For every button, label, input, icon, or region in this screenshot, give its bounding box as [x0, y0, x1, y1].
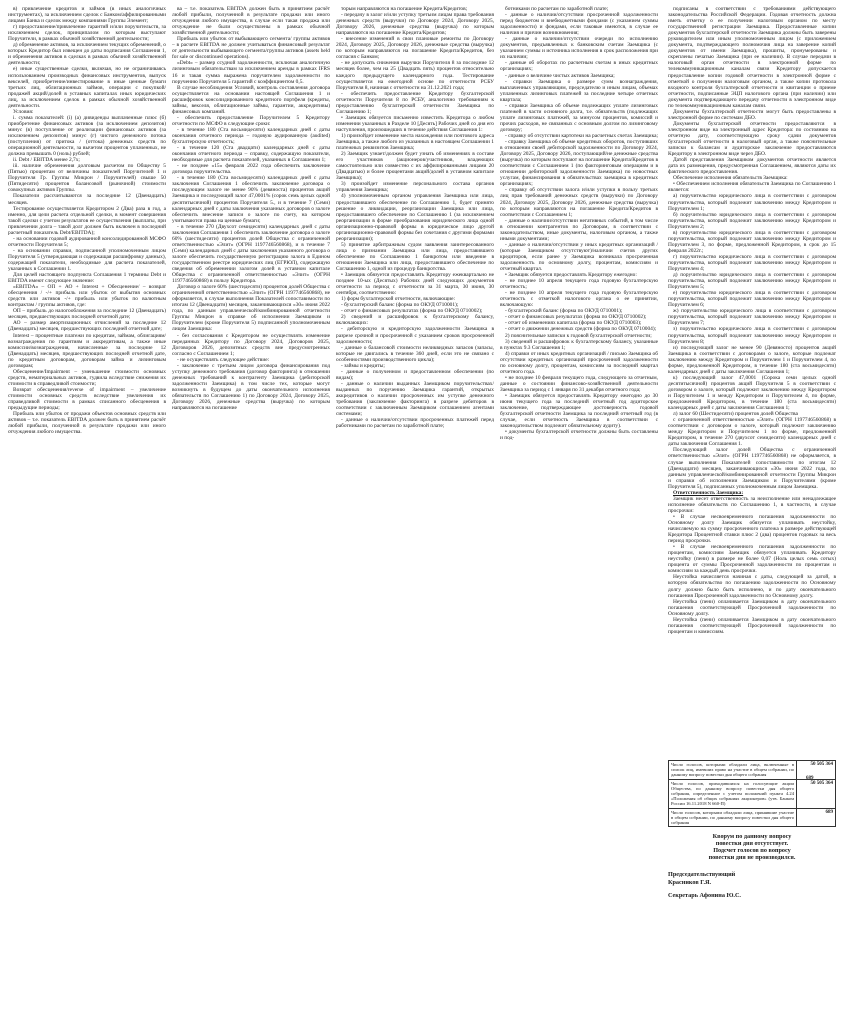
paragraph: г) предоставление/привлечение гарантий и/или поручительств, за исключением сделок, принципалом по которым выступают Поручители, в рамках обычной хозяйственной деятельности; [8, 24, 166, 43]
result-line: повестки дня не производился. [708, 854, 796, 862]
paragraph: 1) произойдет изменение места нахождения или почтового адреса Заемщика, а также любого из указанных в настоящем Соглашении 1 платежных реквизитов Заемщика; [336, 132, 494, 152]
paragraph: ботниками по расчетам по заработной плате; [505, 6, 609, 12]
text-column-5 [668, 6, 836, 1018]
paragraph: «EBITDA» – ОП + АО + Interest + Обесценение/ – возврат обесценения / -/+ прибыль или убыток от выбытия основных средств или активов -/+ прибыль или убыток по валютным контрактам / группы активов, где: [8, 284, 166, 309]
paragraph: - отчет о движении денежных средств (форма по ОКУД 0710004); [505, 326, 657, 333]
paragraph: к) последующий залог 47,0001 (Сорока семи целых одной десятитысячной) процентов акций Поручителя 5 в соответствии с договором о залоге, который подлежит заключению между Кредитором и Поручителем 1 и между Кредитором и Поручителем 4, по форме, предложенной Кредитором, в течение 180 (ста восьмидесяти) календарных дней с даты заключения Соглашения 1; [668, 374, 836, 412]
paragraph: Неустойка (пени) оплачивается Заемщиком в дату окончательного погашения соответствующей Просроченной задолженности по Основному долгу. [668, 598, 836, 617]
paragraph: - не допускать снижения выручки Поручителя 8 за последние 12 месяцев более, чем на 25 (Двадцать пять) процентов относительно каждого предыдущего календарного года. Тестирование осуществляется на ежегодной основе по отчетности РСБУ Поручителя 8, начиная с отчетности на 31.12.2021 года; [336, 60, 494, 91]
text-column-5-body [668, 6, 836, 754]
paragraph: - в течение 270 (Двухсот семидесяти) календарных дней с даты заключения Соглашения 1 обеспечить заключение договора о залоге 60% (шестидесяти) процентов долей Общества с ограниченной ответственностью «Элит» (ОГРН 1197746560868), и в течение 7 (Семи) календарных дней с даты заключения указанного договора о залоге обеспечить государственную регистрацию залога в Едином государственном реестре юридических лиц (ЕГРЮЛ), содержащую сведения об обременении залогом долей в уставном капитале Общества с ограниченной ответственностью «Элит» (ОГРН 1197746560868) в пользу Кредитора. [172, 223, 330, 285]
paragraph: - внесение изменений в свои плановые ремонты по Договору 2024, Договору 2025, Договору 2026, денежные средства (выручка) по которым направляются на погашение Кредита/Кредитов, без согласия с Банком; [336, 36, 494, 61]
paragraph: в) поручительство юридического лица в соответствии с договором поручительства, который подлежит заключению между Кредитором и Поручителем 3, по форме, предложенной Кредитором, в срок до 15 февраля 2022г.; [668, 229, 836, 254]
paragraph: е) поручительство юридического лица в соответствии с договором поручительства, который подлежит заключению между Кредитором и Поручителем 6; [668, 290, 836, 309]
paragraph: Датой представления Заемщиком документов отчетности является дата их размещения, предусмотренная Соглашением, являются даты их фактического предоставления. [668, 157, 836, 176]
paragraph: Прибыль или убыток от выбывающего сегмента/ группы активов – в расчете EBITDA не должен учитываться финансовый результат от деятельности выбывающего сегмента/группы активов (assets held for sale or discontinued operations). [172, 36, 330, 61]
paragraph: - отчет о финансовых результатах (форма по ОКУД 0710002); [505, 314, 647, 321]
paragraph: • не позднее 10 февраля текущего года, следующего за отчетным, данные о состоянии финансово-хозяйственной деятельности Заемщика за период с 1 января по 31 декабря отчетного года; [500, 374, 658, 393]
paragraph: - бухгалтерский баланс (форма по ОКУД 0710001); [341, 302, 459, 309]
paragraph: д) поручительство юридического лица в соответствии с договором поручительства, который подлежит заключению между Кредитором и Поручителем 5; [668, 272, 836, 291]
paragraph: Для целей настоящего подпункта Соглашения 1 термины Debt и EBITDA имеют следующее значение: [8, 272, 166, 285]
votes-label: Число голосов, которыми обладали лица, включенные в список лиц, имевших право на участие в общем собрании, по данному вопросу повестки дня общего собрания [669, 761, 797, 780]
votes-label: Число голосов, которыми обладали лица, принявшие участие в общем собрании, по данному вопросу повестки дня общего собрания [669, 808, 797, 827]
paragraph: - справку об отсутствии картотеки на расчетных счетах Заемщика; [505, 132, 658, 139]
paragraph: - данные о наличии/отсутствии просроченных платежей перед работниками по расчетам по заработной плате; [336, 417, 494, 430]
table-row [669, 808, 836, 827]
paragraph: • В случае несвоевременного погашения задолженности по Основному долгу Заемщик обязуется уплачивать неустойку, начисляемую на сумму просроченного платежа в размере действующей Кредитора Процентной ставки плюс 2 (два) процентов годовых за весь период просрочки. [668, 513, 836, 545]
chair-name: Красников Г.Я. [668, 878, 712, 886]
paragraph: • документы бухгалтерской отчетности должны быть составлены и под- [500, 429, 658, 442]
paragraph: 2) Заемщик узнает/должен будет узнать об изменениях в составе его участников (акционеров/участников, владеющих самостоятельно или совместно с их аффилированными лицами 20 (Двадцатью) и более процентами акций/долей в уставном капитале Заемщика); [336, 151, 494, 182]
paragraph: • Заемщик обязуется письменно известить Кредитора о любом изменении указанных в Разделе 10 [Десять] Рабочих дней со дня его наступления, произошедших в течение действия Соглашения 1: [336, 114, 494, 133]
paragraph: Последующий залог долей Общества с ограниченной ответственностью «Элит» (ОГРН 1197746560868) не оформляется, в случае выполнения Показателей сопоставимости по итогам 12 (Двенадцати) месяцев, заканчивающихся «30» июня 2022 года, по данным управленческой/комбинированной отчетности Группы Микрон и справки об исполнении Заемщиком и Поручителями (кроме Поручителя 5), подписанных уполномоченным лицом Заемщика. [668, 447, 836, 490]
paragraph: - данные о наличии выданных Заемщиком поручительствах/выданных по поручению Заемщика гарантий, открытых аккредитивов о наличии просроченных им уступке денежного требования (заключение факторинга) в разрезе дебиторов в соответствии с заключенным Заемщиком соглашением агентами системами; [336, 380, 494, 418]
paragraph: - на основании справки, подписанной уполномоченным лицом Поручителя 5 (утверждающая и содержащая расшифровку данных), содержащей показатели, необходимые для расчета показателей, указанных в Соглашении 1. [8, 247, 166, 273]
chair-title: Председательствующий [668, 871, 736, 879]
paragraph: • Обеспечением исполнения обязательств Заемщика по Соглашению 1 является: [668, 181, 836, 194]
text-column-4 [500, 6, 658, 1018]
paragraph: г) поручительство юридического лица в соответствии с договором поручительства, который подлежит заключению между Кредитором и Поручителем 4; [668, 253, 836, 273]
paragraph: - в течение 180 (Ста восьмидесяти) календарных дней с даты заключения Соглашения 1 обеспечить заключение договора о последующем залоге не менее 90% (девяноста) процентов акций Заемщика и последующий залог 47,0001% (сорок семь целых одной десятитысячной) процентов Поручителя 5., и в течение 7 (Семи) календарных дней с даты заключения указанных договоров о залоге обеспечить внесение записи о залоге по счету, на котором учитываются права на ценные бумаги; [172, 175, 330, 224]
paragraph: 4) уполномоченным органом управления Заемщика или лица, предоставившего обеспечение по Соглашению 1, будет принято решение о ликвидации, реорганизации Заемщика или лица, предоставившего обеспечение по Соглашению 1 (за исключением реорганизации в форме преобразования юридического лица одной организационно-правовой формы в юридическое лицо другой организационно-правовой формы без сочетания с другими формами реорганизации); [336, 193, 494, 242]
paragraph: - дебиторскую и кредиторскую задолженности Заемщика в разрезе срочной и просроченной с указанием сроков просроченной задолженности; [336, 326, 494, 345]
paragraph: - справку об отсутствии залога и/или уступки в пользу третьих лиц прав требований денежных средств (выручки) по Договору 2024, Договору 2025, Договору 2026, денежные средства (выручка) по которым направляются на погашение Кредита/Кредитов в соответствии с Соглашением 1; [500, 187, 658, 218]
paragraph: - не позднее 10 апреля текущего года годовую бухгалтерскую отчетность; [500, 278, 658, 291]
quorum-result [668, 833, 836, 861]
paragraph: - отчет об изменениях капитала (форма по ОКУД 0710003); [505, 320, 642, 327]
paragraph: подписаны в соответствии с требованиями действующего законодательства Российской Федерации. Годовая отчетность должна иметь отметку о ее получении налоговым органом по месту государственной регистрации Заемщика. Предоставленные копии документов бухгалтерской отчетности Заемщика должны быть заверены руководителем или иным уполномоченным лицом (с приложением документа, подтверждающего полномочия лица на заверение копий документов от имени Заемщика), прошиты, пронумерованы и скреплены печатью Заемщика (при ее наличии). В случае передачи в налоговый орган отчетности в электронной форме по телекоммуникационным каналам связи Кредитору допускается предоставление копии годовой отчетности в электронной форме с отметкой о получении налоговым органом, а также копии протокола входного контроля бухгалтерской отчетности и квитанции о приеме отчетности, подписанные ЭЦП налогового органа (при наличии) или документа подтверждающего передачу отчетности в электронном виде по телекоммуникационным каналам связи. [668, 6, 836, 109]
paragraph: - в течение 180 (Ста восьмидесяти) календарных дней с даты окончания отчетного периода – годовую аудированную (audited) бухгалтерскую отчетность; [172, 126, 330, 146]
paragraph: «Debt» – размер ссудной задолженности, исключая аналогичную лизинговым обязательствам за исключением аренды в рамках IFRS 16 и такая сумма выражена поручителем задолженности по поручению Поручителя 5 гарантий с коэффициентом 0,5. [172, 60, 330, 85]
paragraph: Interest – процентные платежи по кредитам, займам, облигациям/вознаграждения по гарантиям и аккредитивам, а также иные комиссии/вознаграждения, начисленные за последние 12 (Двенадцать) месяцев, предшествующих последней отчетной дате, по кредитным договорам, договорам займа и лизинговым договорам; [8, 332, 166, 369]
paragraph: - данные о полученном и предоставленном обеспечении (по видам); [336, 368, 494, 381]
paragraph: В случае несоблюдения Условий, контроль составления договора осуществляется на основании настоящей Соглашения 1 и расшифровок консолидированного кредитного портфеля (кредиты, займы, векселя, облигационные займы, гарантии, аккредитивы) финансовых компаний. [172, 84, 330, 115]
secretary: Секретарь Афонина Ю.С. [668, 892, 741, 900]
page-number: 689 [806, 776, 814, 781]
paragraph: - заключение с третьим лицом договора финансирования под уступку денежного требования (договор факторинга) в отношении денежных требований к контрагенту Заемщика (дебиторской задолженности Заемщика) в том числе тех, которые могут возникнуть в будущем до даты окончательного исполнения обязательств по Соглашению 1) по Договору 2024, Договору 2025, Договору 2026, денежные средства (выручка) по которым направляются на погашение [172, 362, 330, 412]
paragraph: iii. наличие обременения долговым расчетом по Обществу 5 (Пятью) процентам от величины показателей Поручителей 1 и Поручителя Гр. Группы Микрон / Поручителей) свыше 50 (Пятидесяти) процентов балансовой (рыночной) стоимости совокупных активов Группы. [8, 163, 166, 194]
paragraph: Возврат обесценения/reverse of impairment – увеличение стоимости основных средств вследствие увеличения их справедливой стоимости в рамках списанного обесценения в предыдущие периоды; [8, 386, 166, 412]
paragraph: ОП – прибыль до налогообложения за последние 12 (Двенадцать) месяцев, предшествующих последней отчетной дате; [8, 308, 166, 321]
paragraph: - на основании годовой аудированной консолидированной МСФО отчетности Поручителя 5; [8, 235, 166, 248]
paragraph: с ограниченной ответственностью «Элит» (ОГРН 1197746560868) в соответствии с договором о залоге, который подлежит заключению между Кредитором и Поручителем 1 по форме, предложенной Кредитором, в течение 270 (двухсот семидесяти) календарных дней с даты заключения Соглашения 1. [668, 417, 836, 448]
paragraph: - обеспечить предоставление Поручителем 5 Кредитору отчетности по МСФО в следующие сроки: [172, 114, 330, 127]
paragraph: - данные о наличии/отсутствии у иных кредитных организаций / (которые Заемщиком отсутствуют)/наличии счетов других кредиторов, если ранее у Заемщика возникала просроченная задолженность по основному долгу, процентам, комиссиям и отчетный квартал. [500, 241, 658, 273]
paragraph: - справки Заемщика о размере сумм вознаграждения, выплаченных управляющим, председателю и иным лицам, объемах уплаченных лизинговых платежей за последние четыре отчетных квартала; [500, 78, 658, 103]
paragraph: - данные об оборотах по расчетным счетам в иных кредитных организациях; [500, 60, 658, 73]
paragraph: - данные о наличии/отсутствии негативных событий, в том числе в отношении контрагентов по Договорам, в соответствии с законодательством, иные документы, налоговым органом, а также иными документами; [500, 217, 658, 242]
paragraph: АО – размер амортизационных отчислений за последние 12 (Двенадцать) месяцев, предшествующих последней отчетной дате; [8, 320, 166, 333]
paragraph: Договор о залоге 60% (шестидесяти) процентов долей Общества с ограниченной ответственностью «Элит» (ОГРН 1197746560868), не оформляется, в случае выполнения Показателей сопоставимости по итогам 12 (Двенадцати) месяцев, заканчивающихся «30» июня 2022 года, по данным управленческой/комбинированной отчетности Группы Микрон в справке об исполнении Заемщиком и Поручителем (кроме Поручителя 5) подписанной уполномоченным лицом Заемщика: [172, 284, 330, 333]
paragraph: Документы бухгалтерской отчетности могут быть предоставлены в электронной форме по системам ДБО. [668, 108, 836, 121]
paragraph: Обеспечение исполнения обязательств Заемщика: [673, 175, 788, 182]
paragraph: - бухгалтерский баланс (форма по ОКУД 0710001); [505, 308, 623, 315]
paragraph: в) привлечение кредитов и займов (в иных аналогичных инструментах), за исключением сделок с Банком/аффилированными лицами Банка и сделок между компаниями Группы Элемент; [8, 6, 166, 25]
paragraph: б) поручительство юридического лица в соответствии с договором поручительства, который подлежит заключению между Кредитором и Поручителем 2; [668, 211, 836, 230]
paragraph: ii. Debt / EBITDA менее 2,7х; [13, 157, 80, 164]
paragraph: - займы и кредиты; [341, 362, 385, 369]
paragraph: - справку Заемщика об объеме кредитных оборотов, поступивших в отношении своей дебиторской задолженности по Договору 2024, Договору 2025, Договору 2026, поступающий/не денежные средства (выручка) по которым поступают на погашение Кредита/Кредитов в соответствии с Соглашением 1 (по факторинговым операциям и в отношении дебиторской задолженности Заемщика) по новостных услугам, финансирования в обязательствах заемщика в кредитных организациях; [500, 139, 658, 188]
paragraph: з) поручительство юридического лица в соответствии с договором поручительства, который подлежит заключению между Кредитором и Поручителем 8; [668, 326, 836, 345]
votes-value: 50 505 364 [797, 761, 836, 780]
paragraph: л) залог 60 (Шестидесяти) процентов долей Общества [673, 411, 798, 418]
paragraph: - передачу в залог и/или уступку третьим лицам права требования денежных средств (выручки) по Договору 2024, Договору 2025, Договору 2026, денежные средства (выручка) по которым направляются на погашение Кредита/Кредитов; [336, 12, 494, 37]
paragraph: е) иные существенные сделки, включая, но не ограничиваясь использованием производных финансовых инструментов, выпуск векселей, приобретение/инвестирование в иные ценные бумаги третьих лиц, облигационных займов, операции с покупкой/продажей акций/долей в уставных капиталах иных юридических лиц, за исключением сделок в рамках обычной хозяйственной деятельности. [8, 66, 166, 109]
paragraph: - не позднее 10 апреля текущего года годовую бухгалтерскую отчетность с отметкой налогового органа о ее принятии, включающую: [500, 290, 658, 309]
votes-label: Число голосов, приходившихся на голосующие акции Общества, по данному вопросу повестки дня общего собрания, определенное с учетом положений пункта 4.24 «Положения об общих собраниях акционеров» (утв. Банком России 16.11.2018 N 660-П) [669, 779, 797, 808]
paragraph: Прибыль или убыток от продажи объектов основных средств или активов – т.е. показатель EBITDA должен быть в принятием расчёт любой прибыли, полученной в результате продажи или иного отчуждения любого имущества. [8, 411, 166, 436]
paragraph: д) обременение активов, за исключением текущих обременений, о которых Кредитор был извещен до даты подписания Соглашения 1, и обременения активов в сделках в рамках обычной хозяйственной деятельности; [8, 42, 166, 67]
votes-value: 50 505 364 [797, 779, 836, 808]
paragraph: Неустойка (пени) оплачивается Заемщиком в дату окончательного погашения соответствующей Просроченной задолженности по процентам и комиссиям. [668, 616, 836, 635]
paragraph: 2) пояснительные записки к годовой бухгалтерской отчетности; [505, 332, 652, 339]
result-line: Кворум по данному вопросу [712, 833, 792, 841]
paragraph: а) поручительство юридического лица в соответствии с договором поручительства, который подлежит заключению между Кредитором и Поручителем 1; [668, 193, 836, 212]
paragraph: • Заемщик обязуется предоставлять Кредитору ежегодно: [505, 272, 637, 279]
paragraph: - данные о наличии/отсутствии очереди по исполнению документов, предъявленных к банковским счетам Заемщика (с указанием суммы и источника исполнения в срок расположения при их наличии; [500, 36, 658, 61]
paragraph: 3) произойдет изменение персонального состава органов управления Заемщика; [336, 181, 494, 194]
paragraph: • Заемщик обязуется предоставлять Кредитору ежеквартально не позднее 10-ых (Десятых) Рабочих дней следующих документов отчетности за период с отчетности за 31 марта, 30 июня, 30 сентября, соответственно: [336, 272, 494, 297]
paragraph: 3) сведений и расшифровок к бухгалтерскому балансу, указанные в пунктах 9.3 Соглашения 1; [500, 338, 658, 351]
votes-value: 689 [797, 808, 836, 827]
paragraph: - данные о наличии/отсутствии просроченной задолженности перед бюджетом и внебюджетными фондами (с указанием суммы задолженности) и фондами, если таковые имеются, в случае ее наличия и причин возникновения; [500, 12, 658, 37]
paragraph: торым направляются на погашение Кредита/Кредитов; [341, 6, 468, 12]
paragraph: - не осуществлять следующее действие: [177, 356, 270, 363]
paragraph: • Заемщик обязуется предоставлять Кредитору ежегодно до 30 июня текущего года за последний отчетный год аудиторское заключение, подтверждающее достоверность годовой бухгалтерской отчетности Заемщика за последний отчетный год (в случае, если отчетность Заемщика в соответствии с законодательством подлежит обязательному аудиту). [500, 393, 658, 430]
paragraph: i. сумма показателей: (i) (а) дивиденды выплаченные плюс (б) приобретение финансовых активов (за исключением депозитов) минус (в) поступление от реализации финансовых активов (за исключением депозитов) минус (г) чистого денежного потока (поступления) от притока / (оттока) денежных средств по операционной деятельности, за вычетом процентов уплаченных, не должна превышать 0 (ноль) рублей; [8, 114, 166, 158]
paragraph: - отчет о финансовых результатах (форма по ОКУД 0710002); [341, 308, 483, 315]
paragraph: Тестирование осуществляется Кредитором 2 (Два) раза в год, а именно, для цели расчета отдельной сделки, в момент совершения такой сделки с учетом результатов ее осуществления (выплаты, при привлечении долга – такой долг должен быть включен в последний расчетный показатель Debt/EBITDA); [8, 205, 166, 236]
paragraph: ва – т.е. показатель EBITDA должен быть в принятием расчёт любой прибыли, полученной в результате продажи или иного отчуждения любого имущества, в случае если такая продажа или отчуждение не были осуществлены в рамках обычной хозяйственной деятельности; [172, 6, 330, 37]
paragraph: Показатели рассчитываются за последние 12 (Двенадцать) месяцев. [8, 193, 166, 206]
table-row [669, 779, 836, 808]
paragraph: - справки Заемщика об объеме подлежащих уплате лизинговых платежей в части основного долга, т.е. обязательств (подлежащих уплате лизинговых платежей, за минусом процентов, комиссий и прочих расходов, не связанных с основным долгом по лизинговому договору; [500, 102, 658, 133]
result-line: Подсчет голосов по вопросу [713, 847, 791, 855]
result-line: повестки дня отсутствует. [715, 840, 789, 848]
paragraph: - обеспечить предоставление Кредитору бухгалтерской отчетности Поручителя 8 по РСБУ, аналогично требованиям к предоставлению бухгалтерской отчетности Заемщика по Соглашению 1; [336, 90, 494, 115]
paragraph: - данные о величине чистых активов Заемщика; [505, 72, 615, 79]
paragraph: - данные о балансовой стоимости неликвидных запасов (запасы, которые не двигались в течение 360 дней, если это не связано с особенностями производственного цикла); [336, 344, 494, 363]
text-column-1 [8, 6, 166, 1018]
paragraph: - в течение 120 (Ста двадцати) календарных дней с даты окончания отчетного периода – справку, содержащую показатели, необходимые для расчета показателей, указанных в Соглашении 1; [172, 145, 330, 164]
text-column-2 [172, 6, 330, 1018]
paragraph: и) последующий залог не менее 90 (Девяносто) процентов акций Заемщика в соответствии с договорами о залоге, которые подлежат заключению между Кредитором и Поручителем 1 и Поручителем 4, по форме, предложенной Кредитором, в течение 180 (ста восьмидесяти) календарных дней с даты заключения Соглашения 1; [668, 344, 836, 375]
paragraph: 4) справки от иных кредитных организаций / письмо Заемщика об отсутствии кредитных организаций просроченной задолженности по основному долгу, процентам, комиссиям за последний квартал отчетного года. [500, 350, 658, 375]
paragraph: 1) форм бухгалтерской отчетности, включающие: [341, 296, 455, 303]
paragraph: Заемщик несет ответственность за неисполнение или ненадлежащее исполнение обязательств по Соглашению 1, в частности, в случае просрочки: [668, 495, 836, 514]
paragraph: Неустойка начисляется начиная с даты, следующей за датой, в которую обязательство по погашению задолженности по Основному долгу должно было быть исполнено, и по дату окончательного погашения Просроченной задолженности по Основному долгу. [668, 574, 836, 599]
paragraph: Документы бухгалтерской отчетности предоставляются в электронном виде на электронный адрес Кредитора: по состоянию на отчетную дату, соответствующую сроку сдачи документов бухгалтерской отчетности в налоговый орган, а также пояснительные записки к балансам и аудиторское заключение предоставляются Кредитору в электронном виде через ДБО. [668, 120, 836, 158]
votes-table [668, 760, 836, 827]
paragraph: 2) сведений и расшифровок к бухгалтерскому балансу, включающих: [336, 314, 494, 327]
paragraph: - без согласования с Кредитором не осуществлять изменение переданных Кредитору по Договору 2024, Договоров 2025, Договоров 2026, депозитных средств вне предусмотренных согласно с Соглашением 1; [172, 332, 330, 357]
text-column-3 [336, 6, 494, 1018]
signature-block [668, 871, 836, 899]
paragraph: - не позднее «15» февраля 2022 года обеспечить заключение договора поручительства. [172, 163, 330, 176]
paragraph: Условия: [13, 108, 34, 115]
paragraph: • В случае несвоевременного погашения задолженности по процентам, комиссиям Заемщик обязуется уплачивать Кредитору неустойку (пени) в размере не более 0,07 (Ноль целых семь сотых) процента от суммы Просроченной задолженности по процентам и комиссиям за каждый день просрочки. [668, 544, 836, 575]
paragraph: 5) принятие арбитражным судом заявления заинтересованного лица о признании Заемщика или лица, предоставившего обеспечение по Соглашению 1 банкротом или введение в отношении Заемщика или лица, предоставившего обеспечение по Соглашению 1, одной из процедур банкротства. [336, 241, 494, 273]
paragraph: Обесценение/Impairment – уменьшение стоимости основных средств, нематериальных активов, гудвила вследствие снижения их стоимости в справедливой стоимости; [8, 368, 166, 387]
paragraph: Ответственность Заемщика: [673, 489, 744, 496]
paragraph: ж) поручительство юридического лица в соответствии с договором поручительства, который подлежит заключению между Кредитором и Поручителем 7; [668, 308, 836, 327]
